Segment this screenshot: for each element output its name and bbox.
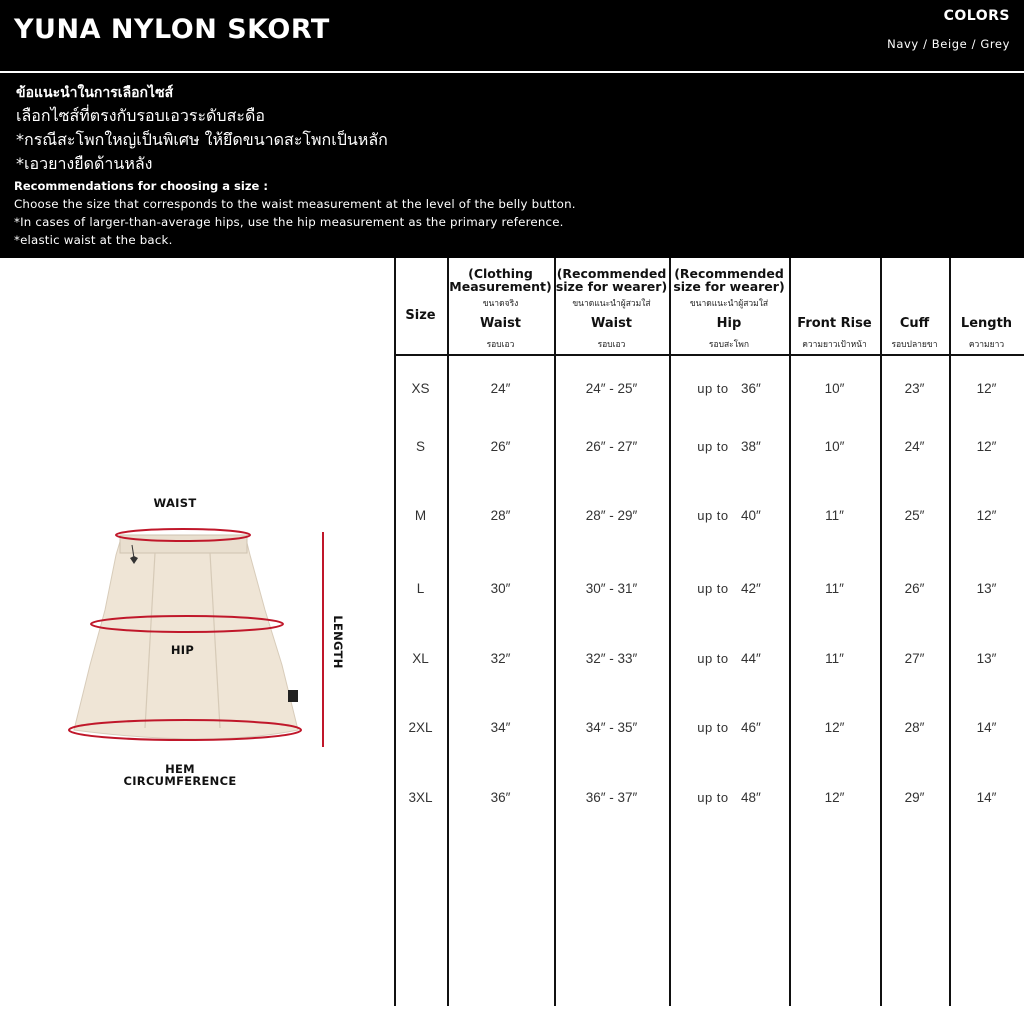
product-title: YUNA NYLON SKORT [14,14,330,45]
table-cell-cuff: 27″ [904,651,925,666]
up-to-label: up to [697,439,741,454]
column-header-note: size for wearer) [673,279,785,294]
waist-label: WAIST [153,496,197,510]
en-guide-line: *elastic waist at the back. [14,233,173,247]
thai-guide-heading: ข้อแนะนำในการเลือกไซส์ [16,85,174,101]
hip-value: 42″ [740,581,761,596]
colors-value: Navy / Beige / Grey [887,37,1010,51]
column-header-thai-label: ความยาวเป้าหน้า [802,340,867,350]
table-cell-cuff: 26″ [904,581,925,596]
hip-label: HIP [170,643,195,657]
size-chart-table [394,258,1024,1006]
length-label: LENGTH [331,615,345,669]
column-header-thai-note: ขนาดจริง [482,299,519,309]
table-cell-size: L [416,581,425,596]
table-cell-front-rise: 12″ [824,720,845,735]
thai-guide-line: *กรณีสะโพกใหญ่เป็นพิเศษ ให้ยึดขนาดสะโพกเป็นหลัก [16,130,388,149]
en-guide-line: *In cases of larger-than-average hips, use the hip measurement as the primary reference. [14,215,564,229]
table-cell-hip [669,439,789,454]
table-cell-length: 13″ [976,651,997,666]
column-header-thai-label: ความยาว [968,340,1005,350]
table-cell-size: XS [411,381,430,396]
column-header-label: Front Rise [797,316,872,331]
column-header [949,258,1024,354]
skort-drawing [60,490,370,790]
header-banner [0,0,1024,258]
thai-guide-line: เลือกไซส์ที่ตรงกับรอบเอวระดับสะดือ [16,106,265,125]
table-cell-length: 14″ [976,720,997,735]
column-header-note: (Clothing [468,266,533,281]
hip-value: 40″ [740,508,761,523]
table-cell-length: 12″ [976,439,997,454]
hip-value: 38″ [740,439,761,454]
thai-guide-line: *เอวยางยืดด้านหลัง [16,154,153,173]
table-cell-waist: 32″ [490,651,511,666]
column-divider [880,258,882,1006]
column-header-thai-label: รอบเอว [597,340,626,350]
colors-label: COLORS [943,8,1010,24]
table-cell-hip [669,790,789,805]
table-cell-cuff: 29″ [904,790,925,805]
column-header-label: Waist [479,316,522,331]
table-cell-rec-waist: 36″ - 37″ [585,790,638,805]
table-cell-size: 3XL [408,790,433,805]
table-cell-waist: 24″ [490,381,511,396]
column-header-thai-label: รอบปลายขา [891,340,938,350]
up-to-label: up to [697,381,741,396]
up-to-label: up to [697,651,741,666]
skort-waistband [120,535,247,553]
table-cell-hip [669,381,789,396]
table-cell-rec-waist: 34″ - 35″ [585,720,638,735]
column-header-note: Measurement) [449,279,552,294]
table-cell-front-rise: 11″ [825,508,844,523]
hem-label: HEM [165,762,195,776]
table-cell-length: 14″ [976,790,997,805]
table-cell-size: XL [412,651,429,666]
table-cell-front-rise: 10″ [824,439,845,454]
column-header-thai-label: รอบเอว [486,340,515,350]
column-header [789,258,880,354]
column-divider [949,258,951,1006]
column-divider [789,258,791,1006]
table-cell-cuff: 23″ [904,381,925,396]
hem-label-circumference: CIRCUMFERENCE [123,774,237,788]
skort-illustration [60,490,370,790]
table-cell-cuff: 25″ [904,508,925,523]
column-divider [447,258,449,1006]
en-guide-line: Choose the size that corresponds to the waist measurement at the level of the belly button. [14,197,576,211]
column-header [554,258,669,354]
table-cell-length: 13″ [976,581,997,596]
column-header [669,258,789,354]
table-cell-rec-waist: 30″ - 31″ [585,581,638,596]
table-cell-waist: 28″ [490,508,511,523]
table-cell-hip [669,651,789,666]
column-header [880,258,949,354]
table-cell-size: 2XL [408,720,433,735]
table-cell-cuff: 24″ [904,439,925,454]
column-header [394,258,447,354]
table-cell-waist: 34″ [490,720,511,735]
column-header-note: (Recommended [556,266,667,281]
table-cell-waist: 26″ [490,439,511,454]
hip-value: 36″ [740,381,761,396]
column-header-label: Hip [716,316,742,331]
column-divider [394,258,396,1006]
en-guide-heading: Recommendations for choosing a size : [14,179,268,193]
up-to-label: up to [697,790,741,805]
table-cell-rec-waist: 24″ - 25″ [585,381,638,396]
column-header-label: Waist [590,316,633,331]
up-to-label: up to [697,720,741,735]
table-cell-size: M [414,508,427,523]
up-to-label: up to [697,508,741,523]
hip-value: 46″ [740,720,761,735]
column-header-label: Cuff [899,316,930,331]
column-header-label: Size [405,308,436,323]
table-cell-front-rise: 12″ [824,790,845,805]
table-cell-rec-waist: 26″ - 27″ [585,439,638,454]
table-cell-length: 12″ [976,508,997,523]
hip-value: 48″ [740,790,761,805]
table-cell-front-rise: 10″ [824,381,845,396]
column-divider [669,258,671,1006]
table-cell-rec-waist: 32″ - 33″ [585,651,638,666]
header-rule [394,354,1024,356]
skort-body [74,535,298,739]
table-cell-front-rise: 11″ [825,651,844,666]
table-cell-front-rise: 11″ [825,581,844,596]
table-cell-waist: 30″ [490,581,511,596]
column-header-note: size for wearer) [555,279,668,294]
table-cell-size: S [415,439,425,454]
table-cell-hip [669,508,789,523]
column-header-thai-note: ขนาดแนะนำผู้สวมใส่ [572,299,651,309]
table-cell-hip [669,581,789,596]
table-cell-length: 12″ [976,381,997,396]
table-cell-rec-waist: 28″ - 29″ [585,508,638,523]
column-header-thai-label: รอบสะโพก [708,340,750,350]
hip-value: 44″ [740,651,761,666]
column-header-note: (Recommended [674,266,784,281]
header-divider [0,71,1024,73]
table-cell-hip [669,720,789,735]
column-header-thai-note: ขนาดแนะนำผู้สวมใส่ [689,299,769,309]
column-divider [554,258,556,1006]
column-header-label: Length [960,316,1013,331]
table-cell-cuff: 28″ [904,720,925,735]
column-header [447,258,554,354]
table-cell-waist: 36″ [490,790,511,805]
up-to-label: up to [697,581,741,596]
